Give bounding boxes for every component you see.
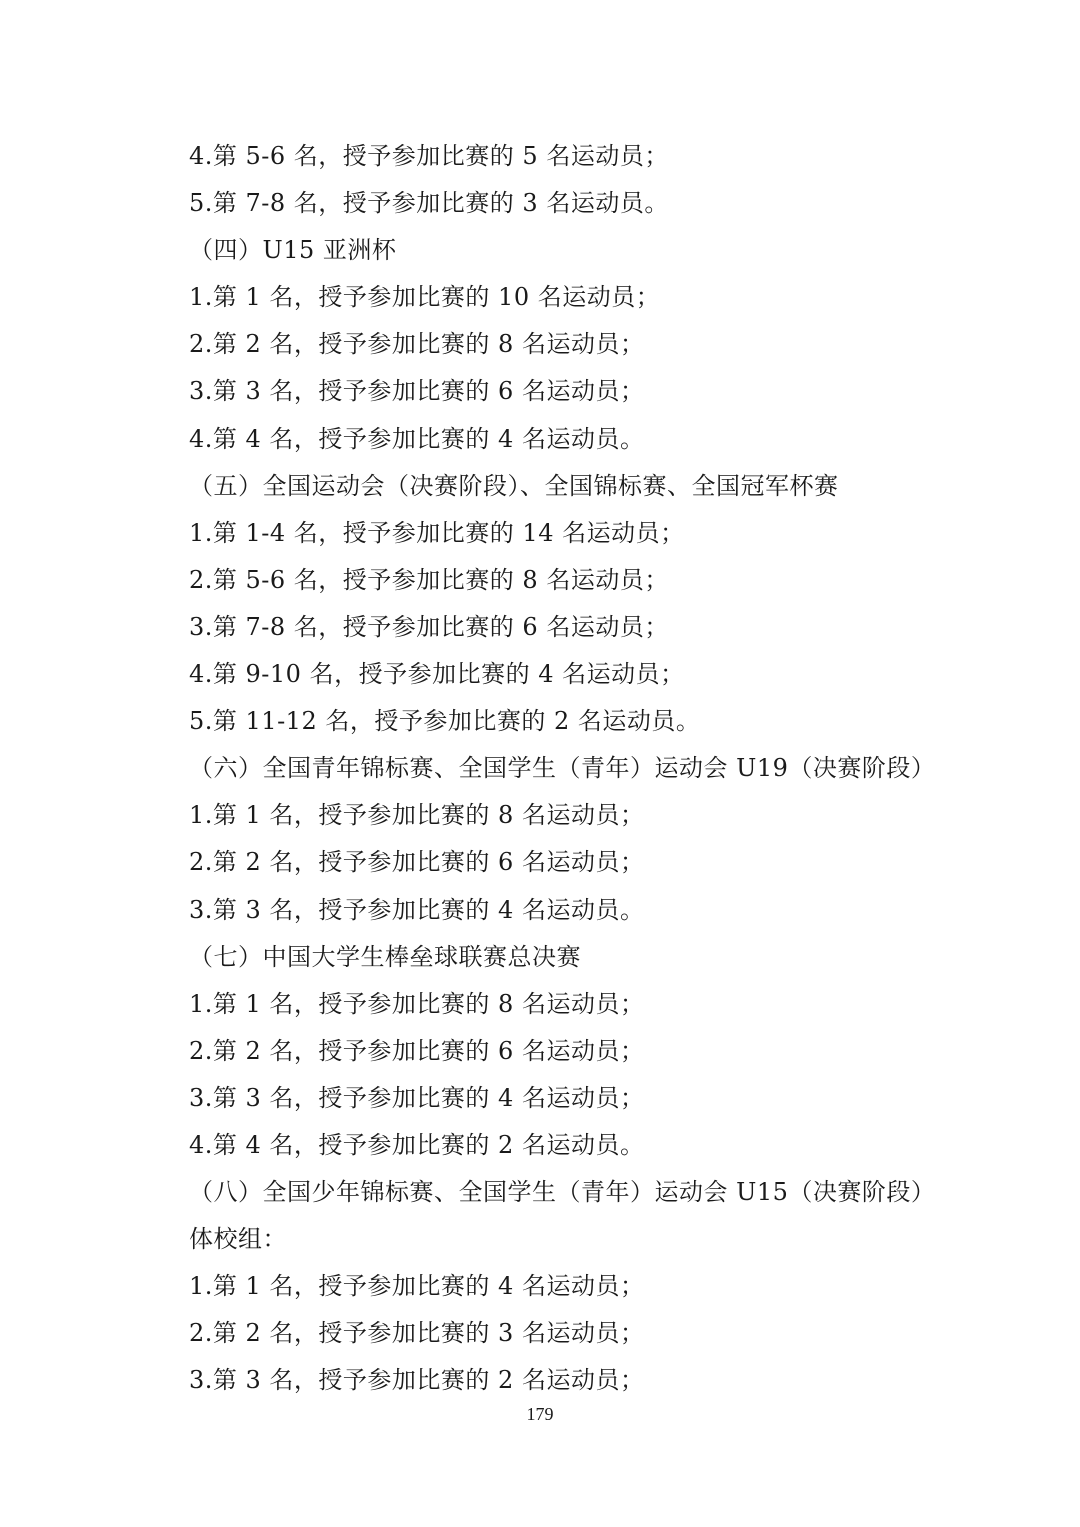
list-item: 1.第 1 名，授予参加比赛的 10 名运动员；: [189, 283, 661, 312]
section-heading: （六）全国青年锦标赛、全国学生（青年）运动会 U19（决赛阶段）: [189, 754, 936, 783]
list-item: 4.第 4 名，授予参加比赛的 2 名运动员。: [189, 1130, 645, 1159]
subsection-label: 体校组：: [189, 1225, 287, 1254]
list-item: 1.第 1 名，授予参加比赛的 8 名运动员；: [189, 801, 645, 830]
list-item: 2.第 5-6 名，授予参加比赛的 8 名运动员；: [189, 565, 669, 594]
section-heading: （四）U15 亚洲杯: [189, 236, 397, 265]
list-item: 4.第 5-6 名，授予参加比赛的 5 名运动员；: [189, 142, 669, 170]
list-item: 3.第 3 名，授予参加比赛的 2 名运动员；: [189, 1366, 645, 1395]
list-item: 3.第 7-8 名，授予参加比赛的 6 名运动员；: [189, 612, 669, 641]
list-item: 4.第 9-10 名，授予参加比赛的 4 名运动员；: [189, 660, 685, 689]
list-item: 1.第 1 名，授予参加比赛的 8 名运动员；: [189, 989, 645, 1018]
list-item: 5.第 7-8 名，授予参加比赛的 3 名运动员。: [189, 189, 669, 218]
list-item: 2.第 2 名，授予参加比赛的 6 名运动员；: [189, 1036, 645, 1065]
list-item: 2.第 2 名，授予参加比赛的 8 名运动员；: [189, 330, 645, 359]
list-item: 3.第 3 名，授予参加比赛的 4 名运动员；: [189, 1083, 645, 1112]
page-number: 179: [526, 1404, 554, 1424]
document-body: [189, 133, 989, 1405]
list-item: 2.第 2 名，授予参加比赛的 3 名运动员；: [189, 1319, 645, 1348]
list-item: 1.第 1 名，授予参加比赛的 4 名运动员；: [189, 1272, 645, 1301]
section-heading: （八）全国少年锦标赛、全国学生（青年）运动会 U15（决赛阶段）: [189, 1178, 936, 1207]
section-heading: （七）中国大学生棒垒球联赛总决赛: [189, 942, 581, 971]
list-item: 2.第 2 名，授予参加比赛的 6 名运动员；: [189, 848, 645, 877]
list-item: 1.第 1-4 名，授予参加比赛的 14 名运动员；: [189, 518, 685, 547]
list-item: 5.第 11-12 名，授予参加比赛的 2 名运动员。: [189, 707, 701, 736]
list-item: 3.第 3 名，授予参加比赛的 6 名运动员；: [189, 377, 645, 406]
list-item: 3.第 3 名，授予参加比赛的 4 名运动员。: [189, 895, 645, 924]
section-heading: （五）全国运动会（决赛阶段）、全国锦标赛、全国冠军杯赛: [189, 471, 839, 500]
list-item: 4.第 4 名，授予参加比赛的 4 名运动员。: [189, 424, 645, 453]
